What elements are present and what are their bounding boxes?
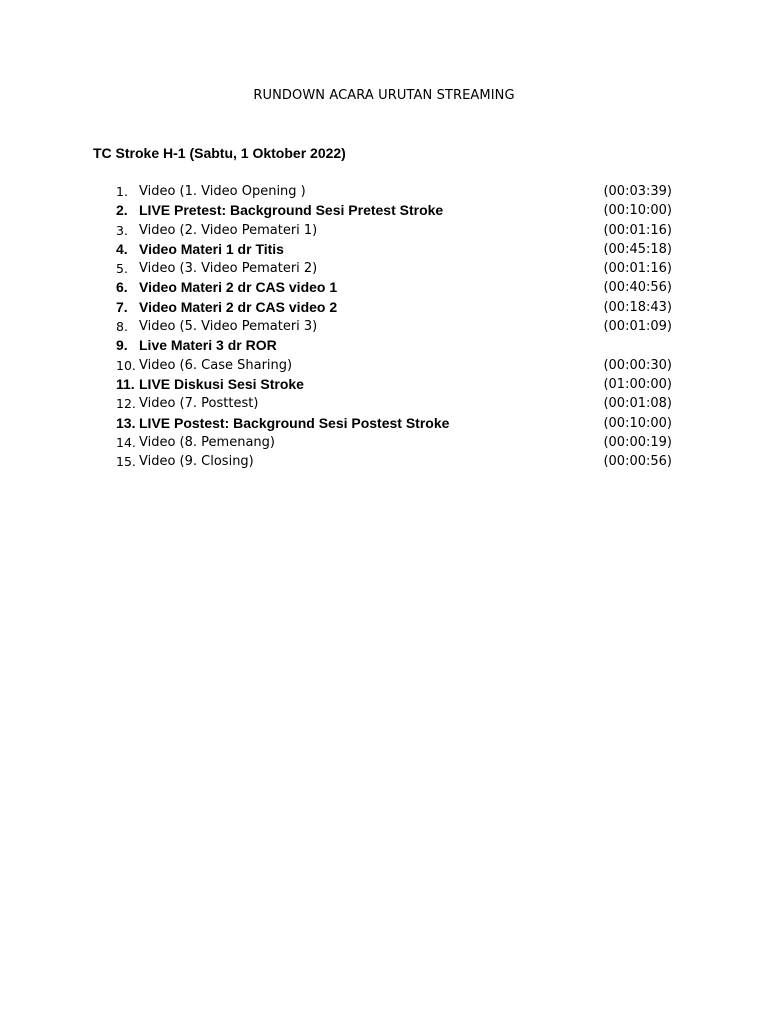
rundown-item bbox=[116, 433, 676, 452]
rundown-list bbox=[116, 182, 676, 471]
item-number: 13. bbox=[116, 414, 136, 431]
item-label: Video (6. Case Sharing) bbox=[139, 357, 293, 373]
item-label: Live Materi 3 dr ROR bbox=[139, 337, 277, 354]
rundown-item bbox=[116, 375, 676, 394]
item-duration: (00:45:18) bbox=[603, 241, 672, 257]
rundown-item bbox=[116, 201, 676, 220]
rundown-item bbox=[116, 221, 676, 240]
item-label: LIVE Pretest: Background Sesi Pretest Stroke bbox=[139, 202, 444, 219]
item-label: Video Materi 2 dr CAS video 2 bbox=[139, 298, 338, 315]
rundown-item bbox=[116, 317, 676, 336]
item-number: 11. bbox=[116, 375, 135, 392]
item-number: 4. bbox=[116, 240, 128, 257]
section-heading: TC Stroke H-1 (Sabtu, 1 Oktober 2022) bbox=[93, 145, 346, 161]
item-duration: (00:00:19) bbox=[603, 434, 672, 450]
item-duration: (00:40:56) bbox=[603, 280, 672, 296]
item-duration: (00:01:08) bbox=[603, 396, 672, 412]
item-label: Video Materi 1 dr Titis bbox=[139, 240, 284, 257]
rundown-item bbox=[116, 452, 676, 471]
document-title: RUNDOWN ACARA URUTAN STREAMING bbox=[253, 88, 515, 103]
item-number: 6. bbox=[116, 279, 128, 296]
item-duration: (00:00:30) bbox=[603, 357, 672, 373]
item-label: LIVE Diskusi Sesi Stroke bbox=[139, 375, 304, 392]
rundown-item bbox=[116, 259, 676, 278]
item-duration: (00:01:16) bbox=[603, 222, 672, 238]
item-label: Video (9. Closing) bbox=[139, 454, 254, 470]
item-number: 2. bbox=[116, 202, 128, 219]
item-number: 12. bbox=[116, 396, 136, 412]
rundown-item bbox=[116, 356, 676, 375]
item-label: Video (2. Video Pemateri 1) bbox=[139, 222, 318, 238]
rundown-item bbox=[116, 240, 676, 259]
item-label: LIVE Postest: Background Sesi Postest Stroke bbox=[139, 414, 450, 431]
item-duration: (00:10:00) bbox=[603, 415, 672, 431]
rundown-item bbox=[116, 414, 676, 433]
rundown-item bbox=[116, 394, 676, 413]
item-duration: (00:01:09) bbox=[603, 319, 672, 335]
item-number: 1. bbox=[116, 184, 128, 199]
item-duration: (00:00:56) bbox=[603, 454, 672, 470]
rundown-item bbox=[116, 278, 676, 297]
item-number: 7. bbox=[116, 298, 128, 315]
item-label: Video (3. Video Pemateri 2) bbox=[139, 261, 318, 277]
rundown-item bbox=[116, 298, 676, 317]
item-duration: (00:18:43) bbox=[603, 299, 672, 315]
item-label: Video (7. Posttest) bbox=[139, 396, 259, 412]
item-number: 9. bbox=[116, 337, 128, 354]
item-label: Video (1. Video Opening ) bbox=[139, 184, 306, 199]
item-number: 8. bbox=[116, 319, 128, 335]
item-number: 15. bbox=[116, 454, 136, 470]
item-number: 3. bbox=[116, 222, 128, 238]
item-label: Video (8. Pemenang) bbox=[139, 434, 275, 450]
item-label: Video Materi 2 dr CAS video 1 bbox=[139, 279, 338, 296]
item-duration: (01:00:00) bbox=[603, 376, 672, 392]
item-duration: (00:10:00) bbox=[603, 203, 672, 219]
rundown-item bbox=[116, 182, 676, 201]
item-number: 10. bbox=[116, 357, 136, 373]
rundown-item bbox=[116, 336, 676, 355]
item-duration: (00:01:16) bbox=[603, 261, 672, 277]
item-duration: (00:03:39) bbox=[603, 184, 672, 199]
item-number: 14. bbox=[116, 434, 136, 450]
item-label: Video (5. Video Pemateri 3) bbox=[139, 319, 318, 335]
item-number: 5. bbox=[116, 261, 128, 277]
